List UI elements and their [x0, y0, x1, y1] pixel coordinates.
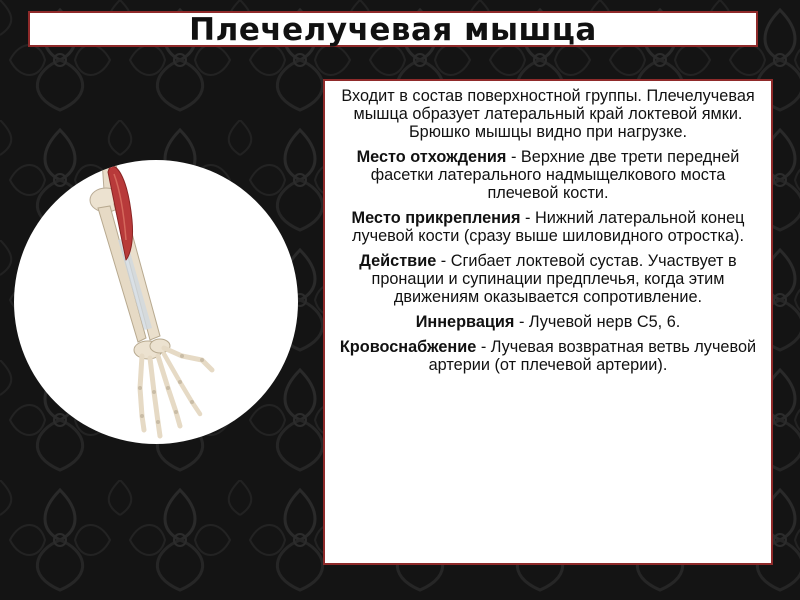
forearm-illustration: [14, 160, 298, 444]
origin-paragraph: [337, 148, 759, 202]
section-text: - Лучевая возвратная ветвь лучевой артерии (от плечевой артерии).: [428, 338, 757, 374]
section-text: - Верхние две трети передней фасетки латерального надмыщелкового моста плечевой кости.: [370, 148, 740, 202]
section-term: Иннервация: [415, 313, 515, 331]
page-title: Плечелучевая мышца: [189, 12, 597, 48]
section-text: - Нижний латеральной конец лучевой кости (сразу выше шиловидного отростка).: [351, 209, 745, 245]
section-term: Место отхождения: [356, 148, 507, 166]
action-paragraph: [337, 252, 759, 306]
title-bar: [28, 11, 758, 47]
section-text: - Сгибает локтевой сустав. Участвует в пронации и супинации предплечья, когда этим движениям оказывается сопротивление.: [371, 252, 737, 306]
illustration-circle: [14, 160, 298, 444]
innervation-paragraph: [337, 313, 759, 331]
section-term: Кровоснабжение: [339, 338, 477, 356]
section-text: - Лучевой нерв С5, 6.: [514, 313, 681, 331]
section-term: Место прикрепления: [351, 209, 521, 227]
intro-paragraph: Входит в состав поверхностной группы. Плечелучевая мышца образует латеральный край локтевой ямки. Брюшко мышцы видно при нагрузке.: [341, 87, 755, 141]
insertion-paragraph: [337, 209, 759, 245]
section-term: Действие: [359, 252, 437, 270]
blood-supply-paragraph: [337, 338, 759, 374]
description-panel: [323, 79, 773, 565]
